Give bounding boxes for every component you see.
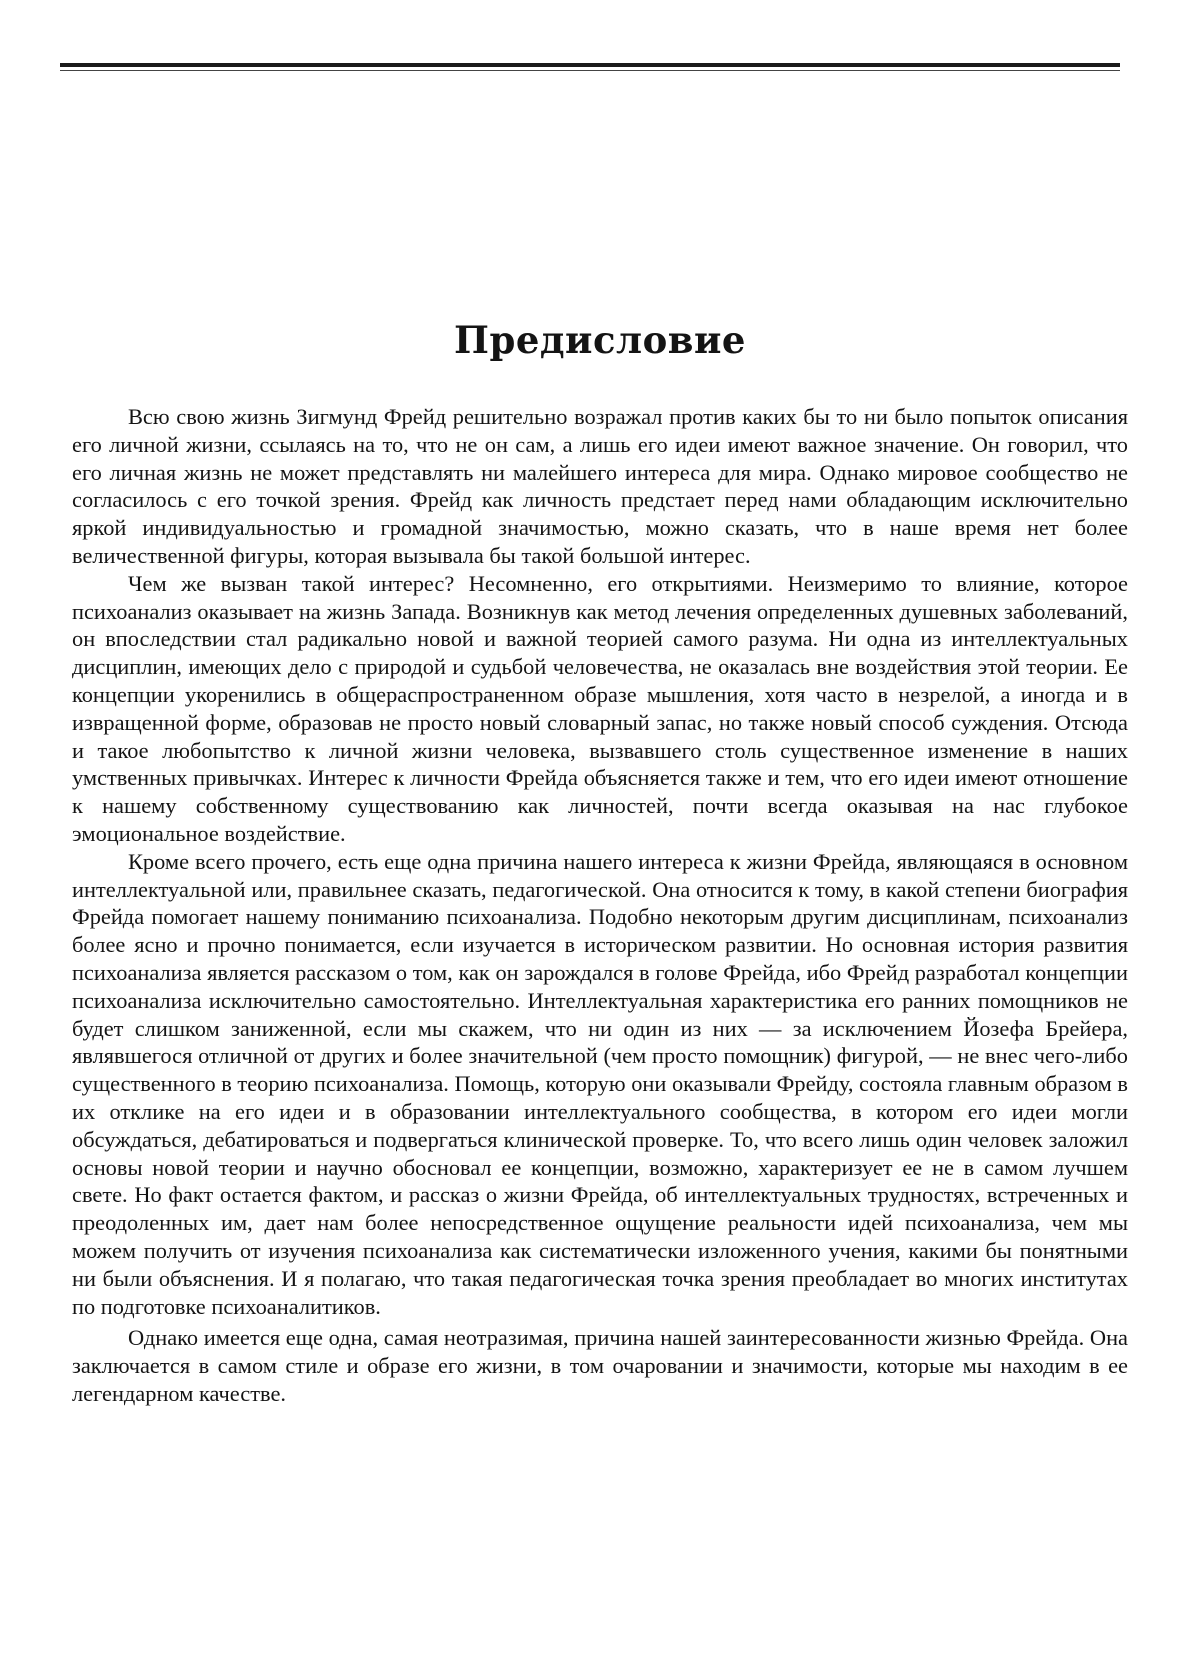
page-title: Предисловие xyxy=(454,318,746,362)
header-rule xyxy=(60,63,1120,67)
paragraph-2: Чем же вызван такой интерес? Несомненно, его открытиями. Неизмеримо то влияние, которое психоанализ оказывает на жизнь Запада. Возникнув как метод лечения определенных душевных заболеваний, он впоследствии стал радикально новой и важной теорией самого разума. Ни одна из интеллектуальных дисциплин, имеющих дело с природой и судьбой человечества, не оказалась вне воздействия этой теории. Ее концепции укоренились в общераспространенном образе мышления, хотя часто в незрелой, а иногда и в извращенной форме, образовав не просто новый словарный запас, но также новый способ суждения. Отсюда и такое любопытство к личной жизни человека, вызвавшего столь существенное изменение в наших умственных привычках. Интерес к личности Фрейда объясняется также и тем, что его идеи имеют отношение к нашему собственному существованию как личностей, почти всегда оказывая на нас глубокое эмоциональное воздействие. xyxy=(72,570,1128,846)
paragraph-1: Всю свою жизнь Зигмунд Фрейд решительно возражал против каких бы то ни было попыток описания его личной жизни, ссылаясь на то, что не он сам, а лишь его идеи имеют важное значение. Он говорил, что его личная жизнь не может представлять ни малейшего интереса для мира. Однако мировое сообщество не согласилось с его точкой зрения. Фрейд как личность предстает перед нами обладающим исключительно яркой индивидуальностью и громадной значимостью, можно сказать, что в наше время нет более величественной фигуры, которая вызывала бы такой большой интерес. xyxy=(72,404,1128,568)
header-rule-thin xyxy=(60,70,1120,71)
paragraph-3: Кроме всего прочего, есть еще одна причина нашего интереса к жизни Фрейда, являющаяся в основном интеллектуальной или, правильнее сказать, педагогической. Она относится к тому, в какой степени биография Фрейда помогает нашему пониманию психоанализа. Подобно некоторым другим дисциплинам, психоанализ более ясно и прочно понимается, если изучается в историческом развитии. Но основная история развития психоанализа является рассказом о том, как он зарождался в голове Фрейда, ибо Фрейд разработал концепции психоанализа исключительно самостоятельно. Интеллектуальная характеристика его ранних помощников не будет слишком заниженной, если мы скажем, что ни один из них — за исключением Йозефа Брейера, являвшегося отличной от других и более значительной (чем просто помощник) фигурой, — не внес чего-либо существенного в теорию психоанализа. Помощь, которую они оказывали Фрейду, состояла главным образом в их отклике на его идеи и в образовании интеллектуального сообщества, в котором его идеи могли обсуждаться, дебатироваться и подвергаться клинической проверке. То, что всего лишь один человек заложил основы новой теории и научно обосновал ее концепции, возможно, характеризует ее не в самом лучшем свете. Но факт остается фактом, и рассказ о жизни Фрейда, об интеллектуальных трудностях, встреченных и преодоленных им, дает нам более непосредственное ощущение реальности идей психоанализа, чем мы можем получить от изучения психоанализа как систематически изложенного учения, какими бы понятными ни были объяснения. И я полагаю, что такая педагогическая точка зрения преобладает во многих институтах по подготовке психоаналитиков. xyxy=(72,848,1128,1319)
paragraph-4: Однако имеется еще одна, самая неотразимая, причина нашей заинтересованности жизнью Фрейда. Она заключается в самом стиле и образе его жизни, в том очаровании и значимости, которые мы находим в ее легендарном качестве. xyxy=(72,1325,1128,1406)
text-body xyxy=(72,403,1128,1408)
